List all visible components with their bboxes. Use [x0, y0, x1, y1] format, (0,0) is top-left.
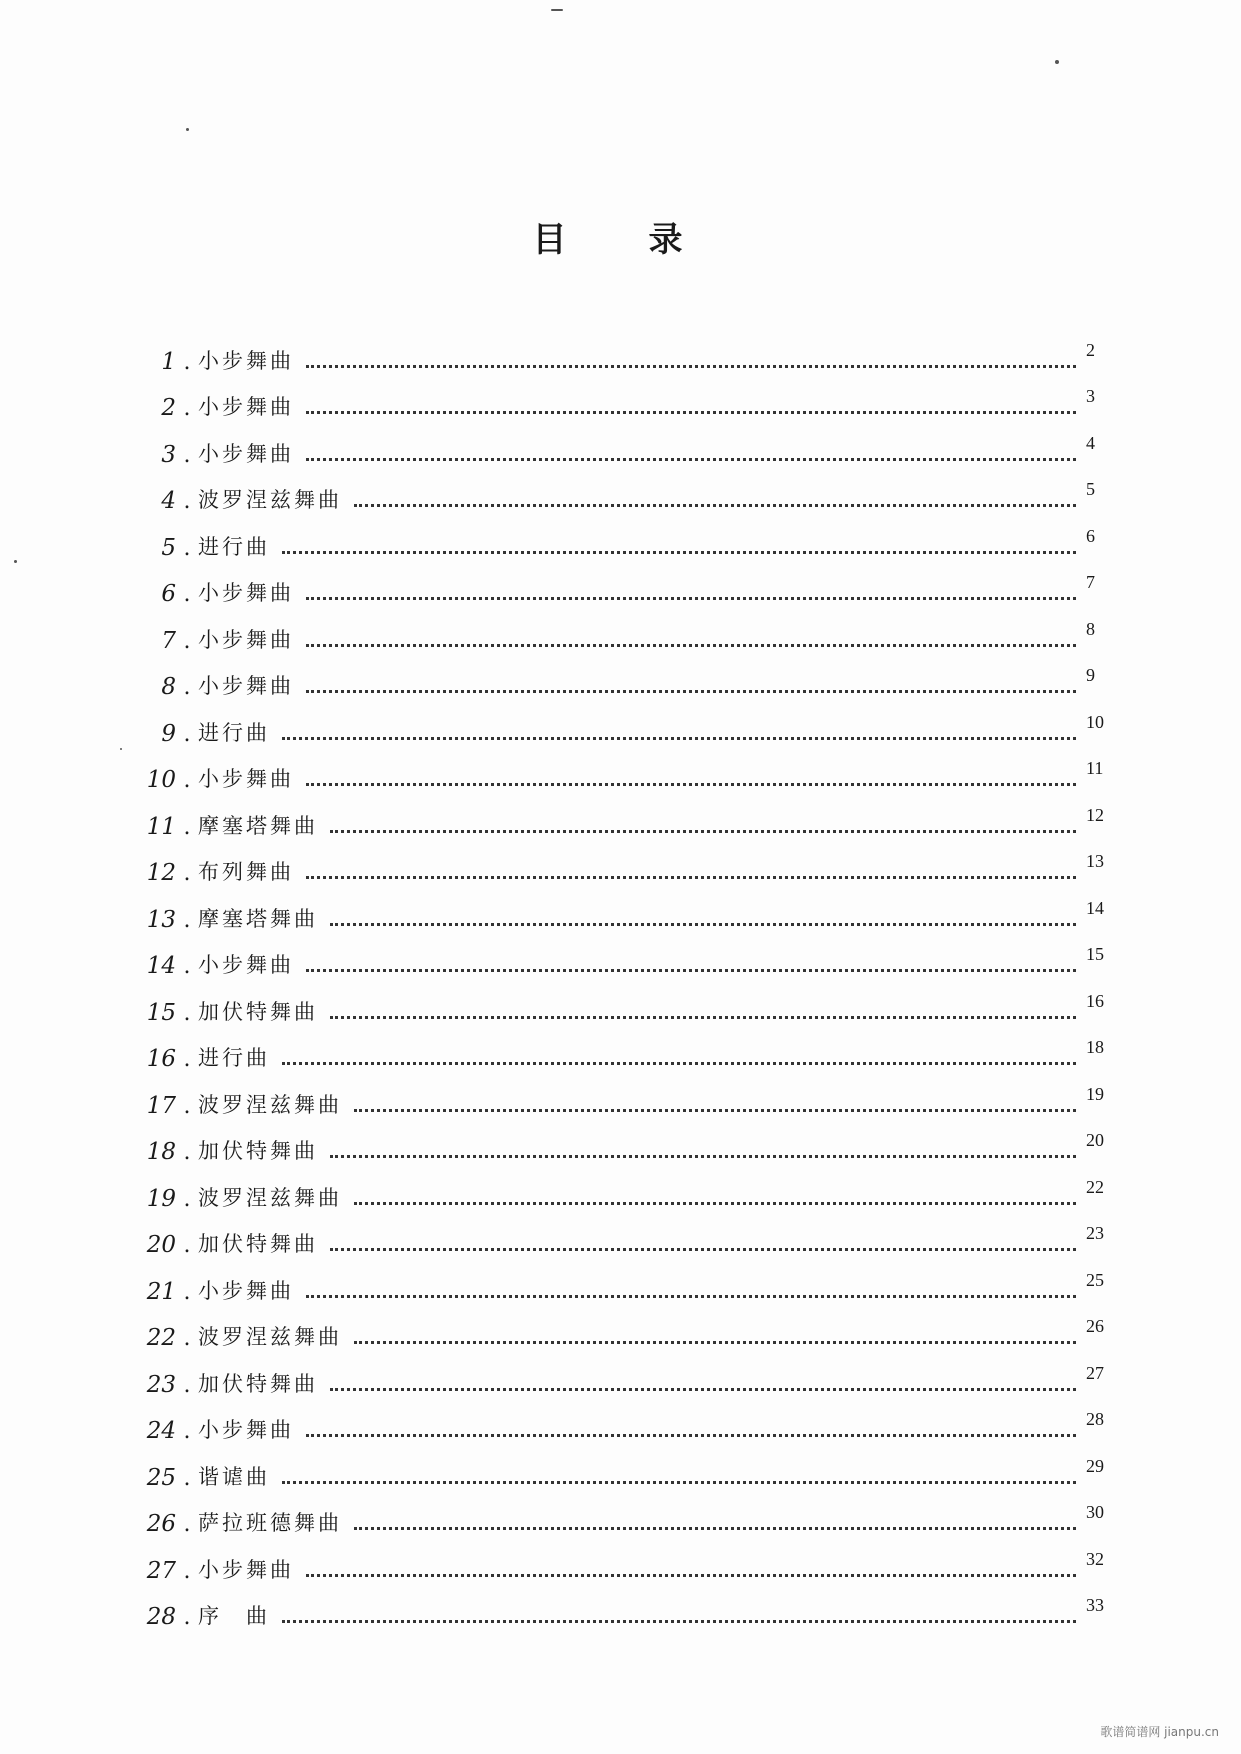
- toc-entry-title: 序 曲: [198, 1604, 270, 1628]
- toc-entry-separator: .: [183, 675, 191, 700]
- toc-entry-number: 5: [161, 534, 176, 561]
- toc-entry-page-number: 25: [1086, 1269, 1104, 1290]
- scan-speck: [120, 748, 122, 750]
- toc-dot-leader: [330, 1387, 1076, 1391]
- toc-dot-leader: [306, 1433, 1076, 1437]
- toc-entry-number: 21: [146, 1278, 176, 1305]
- toc-entry-separator: .: [183, 396, 191, 421]
- toc-entry[interactable]: [140, 700, 1120, 747]
- toc-entry-title: 进行曲: [198, 534, 270, 559]
- toc-entry-separator: .: [183, 907, 191, 933]
- toc-dot-leader: [306, 689, 1076, 693]
- toc-entry[interactable]: [140, 654, 1120, 701]
- toc-dot-leader: [354, 1108, 1076, 1112]
- toc-entry-number: 26: [146, 1511, 176, 1537]
- toc-entry-separator: .: [183, 1000, 191, 1026]
- toc-dot-leader: [354, 1526, 1076, 1530]
- toc-entry-page-number: 8: [1086, 618, 1095, 639]
- toc-entry-number: 7: [161, 627, 176, 654]
- toc-entry-page-number: 26: [1086, 1316, 1104, 1336]
- toc-entry-number: 8: [161, 674, 176, 700]
- toc-entry[interactable]: [140, 1258, 1120, 1305]
- toc-entry-title: 加伏特舞曲: [198, 1232, 318, 1256]
- toc-entry[interactable]: [140, 607, 1120, 654]
- toc-entry-title: 加伏特舞曲: [198, 1371, 318, 1396]
- toc-entry-number: 19: [146, 1185, 176, 1212]
- toc-entry[interactable]: [140, 1119, 1120, 1166]
- toc-entry[interactable]: [140, 1212, 1120, 1259]
- toc-dot-leader: [306, 643, 1076, 647]
- page-title-part2: 录: [648, 220, 685, 260]
- toc-entry-page-number: 27: [1086, 1362, 1104, 1383]
- toc-entry-page-number: 9: [1086, 665, 1095, 685]
- toc-entry-page-number: 3: [1086, 386, 1095, 406]
- toc-entry-page-number: 14: [1086, 897, 1104, 918]
- toc-dot-leader: [330, 1015, 1076, 1019]
- toc-entry-number: 4: [161, 488, 176, 514]
- toc-entry[interactable]: [140, 793, 1120, 840]
- toc-entry-page-number: 22: [1086, 1176, 1104, 1197]
- toc-entry-separator: .: [183, 349, 191, 375]
- toc-entry[interactable]: [140, 840, 1120, 887]
- toc-dot-leader: [330, 829, 1076, 833]
- toc-entry-page-number: 5: [1086, 479, 1095, 499]
- toc-entry-page-number: 2: [1086, 339, 1095, 360]
- toc-entry-number: 24: [146, 1418, 176, 1444]
- scan-speck: [186, 128, 189, 131]
- toc-dot-leader: [354, 1340, 1076, 1344]
- toc-entry-title: 小步舞曲: [198, 767, 294, 791]
- toc-entry-page-number: 32: [1086, 1548, 1104, 1569]
- toc-entry-page-number: 30: [1086, 1502, 1104, 1522]
- toc-dot-leader: [330, 922, 1076, 926]
- toc-entry-page-number: 6: [1086, 525, 1095, 546]
- toc-entry-title: 波罗涅兹舞曲: [198, 1185, 342, 1210]
- toc-entry-page-number: 33: [1086, 1595, 1104, 1615]
- toc-dot-leader: [306, 1573, 1076, 1577]
- toc-entry-title: 萨拉班德舞曲: [198, 1511, 342, 1535]
- toc-entry-separator: .: [183, 954, 191, 979]
- toc-entry-title: 小步舞曲: [198, 953, 294, 977]
- toc-dot-leader: [306, 875, 1076, 879]
- toc-entry[interactable]: [140, 561, 1120, 608]
- toc-entry-title: 小步舞曲: [198, 1278, 294, 1303]
- toc-entry-page-number: 28: [1086, 1409, 1104, 1429]
- toc-entry-separator: .: [183, 861, 191, 886]
- toc-entry-title: 波罗涅兹舞曲: [198, 1092, 342, 1117]
- toc-entry-number: 3: [161, 441, 176, 468]
- toc-entry-separator: .: [183, 1558, 191, 1584]
- toc-entry-title: 进行曲: [198, 1046, 270, 1070]
- toc-entry-title: 小步舞曲: [198, 348, 294, 373]
- toc-entry-title: 摩塞塔舞曲: [198, 906, 318, 931]
- toc-dot-leader: [306, 596, 1076, 600]
- toc-entry-number: 27: [146, 1557, 176, 1584]
- toc-entry-number: 23: [146, 1371, 176, 1398]
- toc-dot-leader: [282, 1480, 1076, 1484]
- toc-entry[interactable]: [140, 1165, 1120, 1212]
- toc-entry-title: 进行曲: [198, 720, 270, 745]
- toc-entry-separator: .: [183, 1093, 191, 1119]
- toc-entry[interactable]: [140, 1444, 1120, 1491]
- page-title-part1: 目: [532, 220, 569, 260]
- toc-entry-page-number: 4: [1086, 432, 1095, 453]
- toc-entry-title: 谐谑曲: [198, 1464, 270, 1489]
- toc-entry-separator: .: [183, 489, 191, 514]
- toc-entry-page-number: 11: [1086, 758, 1104, 778]
- watermark: 歌谱简谱网 jianpu.cn: [1100, 1725, 1219, 1739]
- toc-dot-leader: [282, 736, 1076, 740]
- toc-entry-separator: .: [183, 1140, 191, 1165]
- toc-entry-separator: .: [183, 628, 191, 654]
- toc-entry-number: 12: [146, 860, 176, 886]
- toc-entry-separator: .: [183, 442, 191, 468]
- toc-entry-title: 波罗涅兹舞曲: [198, 1325, 342, 1349]
- toc-entry-number: 22: [146, 1325, 176, 1351]
- toc-entry[interactable]: [140, 468, 1120, 515]
- toc-entry-number: 28: [146, 1604, 176, 1630]
- toc-entry-title: 摩塞塔舞曲: [198, 813, 318, 838]
- toc-entry-separator: .: [183, 1047, 191, 1072]
- toc-entry-separator: .: [183, 768, 191, 793]
- toc-entry-page-number: 15: [1086, 944, 1104, 964]
- toc-entry-page-number: 13: [1086, 851, 1104, 871]
- toc-entry-page-number: 18: [1086, 1037, 1104, 1057]
- scan-speck: [551, 9, 563, 11]
- toc-entry-title: 加伏特舞曲: [198, 999, 318, 1024]
- toc-dot-leader: [282, 550, 1076, 554]
- toc-dot-leader: [306, 457, 1076, 461]
- toc-entry-page-number: 19: [1086, 1083, 1104, 1104]
- toc-entry-number: 16: [146, 1046, 176, 1072]
- toc-entry[interactable]: [140, 1351, 1120, 1398]
- toc-entry-page-number: 20: [1086, 1130, 1104, 1150]
- toc-entry-page-number: 23: [1086, 1223, 1104, 1243]
- toc-entry-title: 波罗涅兹舞曲: [198, 488, 342, 512]
- toc-entry[interactable]: [140, 1026, 1120, 1073]
- toc-entry-separator: .: [183, 1605, 191, 1630]
- toc-entry-number: 25: [146, 1464, 176, 1491]
- toc-entry-number: 20: [146, 1232, 176, 1258]
- toc-entry-page-number: 16: [1086, 990, 1104, 1011]
- toc-entry-separator: .: [183, 1326, 191, 1351]
- toc-entry[interactable]: [140, 514, 1120, 561]
- toc-entry-separator: .: [183, 1372, 191, 1398]
- toc-entry-number: 1: [161, 348, 176, 375]
- toc-dot-leader: [306, 364, 1076, 368]
- toc-entry-page-number: 29: [1086, 1455, 1104, 1476]
- toc-entry-title: 小步舞曲: [198, 1418, 294, 1442]
- toc-entry-number: 9: [161, 720, 176, 747]
- toc-entry-separator: .: [183, 535, 191, 561]
- toc-entry-title: 小步舞曲: [198, 627, 294, 652]
- toc-dot-leader: [306, 410, 1076, 414]
- toc-entry-separator: .: [183, 1419, 191, 1444]
- toc-entry-separator: .: [183, 1279, 191, 1305]
- toc-entry[interactable]: [140, 1491, 1120, 1538]
- toc-entry[interactable]: [140, 1072, 1120, 1119]
- toc-dot-leader: [306, 968, 1076, 972]
- toc-entry-separator: .: [183, 721, 191, 747]
- toc-entry-title: 小步舞曲: [198, 441, 294, 466]
- toc-entry[interactable]: [140, 421, 1120, 468]
- toc-entry-separator: .: [183, 582, 191, 607]
- toc-entry[interactable]: [140, 933, 1120, 980]
- toc-entry[interactable]: [140, 979, 1120, 1026]
- toc-entry-number: 15: [146, 999, 176, 1026]
- scan-speck: [14, 560, 17, 563]
- toc-entry-page-number: 12: [1086, 804, 1104, 825]
- toc-entry-page-number: 10: [1086, 711, 1104, 732]
- toc-dot-leader: [282, 1619, 1076, 1623]
- toc-entry[interactable]: [140, 1537, 1120, 1584]
- toc-dot-leader: [282, 1061, 1076, 1065]
- toc-entry-number: 2: [161, 395, 176, 421]
- toc-entry[interactable]: [140, 1398, 1120, 1445]
- toc-entry-title: 小步舞曲: [198, 1557, 294, 1582]
- toc-entry[interactable]: [140, 1584, 1120, 1631]
- toc-dot-leader: [306, 782, 1076, 786]
- toc-entry-title: 加伏特舞曲: [198, 1139, 318, 1163]
- toc-entry-number: 18: [146, 1139, 176, 1165]
- toc-entry-number: 13: [146, 906, 176, 933]
- table-of-contents: [140, 328, 1120, 1630]
- toc-entry-number: 11: [146, 813, 176, 840]
- toc-dot-leader: [330, 1154, 1076, 1158]
- toc-entry[interactable]: [140, 1305, 1120, 1352]
- toc-entry-page-number: 7: [1086, 572, 1095, 592]
- toc-entry-title: 小步舞曲: [198, 395, 294, 419]
- toc-entry-number: 10: [146, 767, 176, 793]
- toc-dot-leader: [330, 1247, 1076, 1251]
- toc-entry-title: 小步舞曲: [198, 674, 294, 698]
- toc-entry-number: 17: [146, 1092, 176, 1119]
- toc-entry[interactable]: [140, 747, 1120, 794]
- toc-entry-number: 6: [161, 581, 176, 607]
- toc-entry-separator: .: [183, 1512, 191, 1537]
- toc-entry[interactable]: [140, 375, 1120, 422]
- toc-dot-leader: [354, 1201, 1076, 1205]
- toc-entry-title: 小步舞曲: [198, 581, 294, 605]
- toc-entry-title: 布列舞曲: [198, 860, 294, 884]
- toc-entry[interactable]: [140, 886, 1120, 933]
- page-title: [0, 212, 1229, 261]
- toc-entry-number: 14: [146, 953, 176, 979]
- toc-entry-separator: .: [183, 1233, 191, 1258]
- toc-entry-separator: .: [183, 1186, 191, 1212]
- toc-dot-leader: [306, 1294, 1076, 1298]
- toc-entry[interactable]: [140, 328, 1120, 375]
- toc-entry-separator: .: [183, 814, 191, 840]
- scan-speck: [1055, 60, 1059, 64]
- toc-dot-leader: [354, 503, 1076, 507]
- toc-entry-separator: .: [183, 1465, 191, 1491]
